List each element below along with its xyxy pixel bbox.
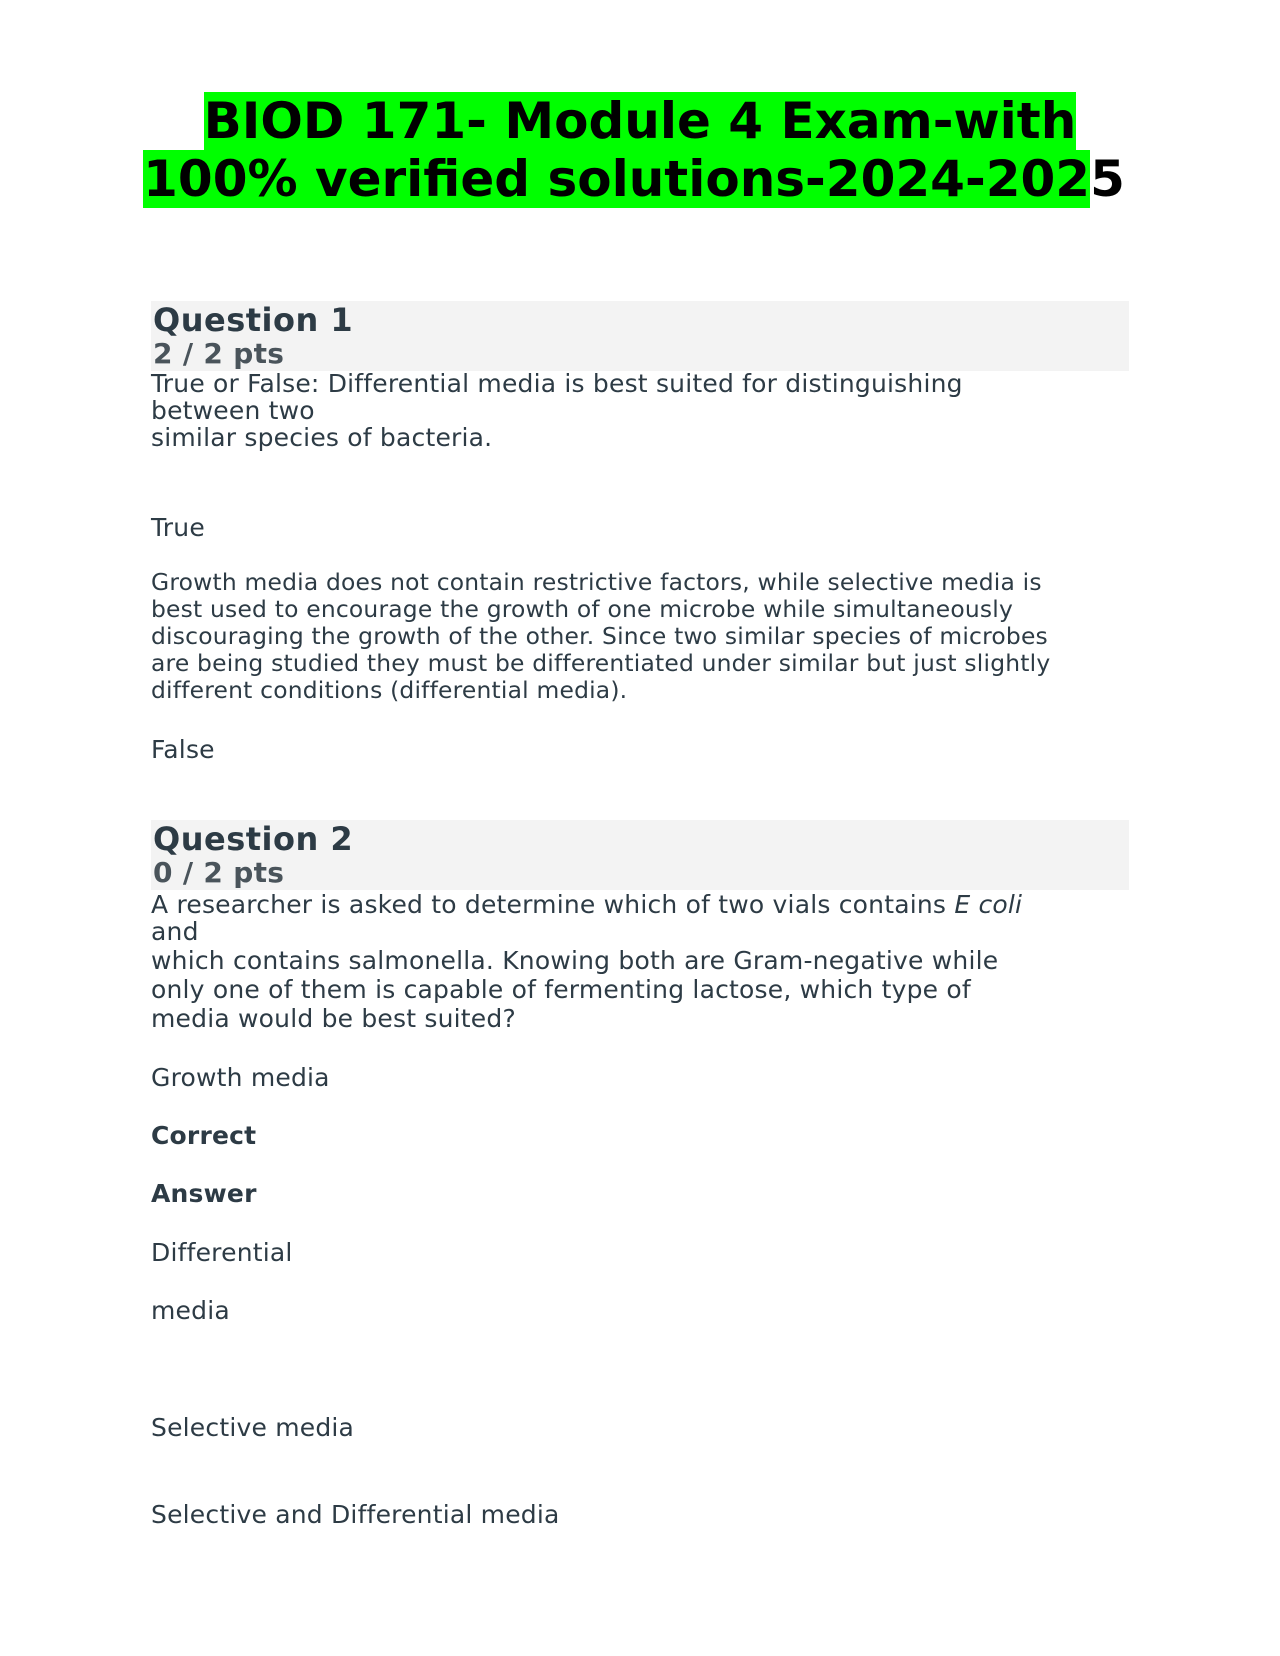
question-2-prompt-line-5: media would be best suited?	[151, 1004, 516, 1033]
question-1-points: 2 / 2 pts	[153, 337, 285, 370]
question-1-title: Question 1	[153, 301, 354, 339]
question-2-answer-growth-media[interactable]: Growth media	[151, 1063, 330, 1092]
question-2-prompt-line-4: only one of them is capable of fermenting lactose, which type of	[151, 975, 971, 1004]
question-2-prompt-organism: E coli	[954, 890, 1023, 919]
question-1-explanation-line-1: Growth media does not contain restrictive factors, while selective media is	[151, 568, 1042, 596]
question-2-prompt-line-1	[151, 891, 1022, 918]
question-2-answer-differential-line-1[interactable]: Differential	[151, 1238, 293, 1267]
question-2-answer-differential-line-2[interactable]: media	[151, 1296, 230, 1325]
document-title	[140, 92, 1140, 208]
question-1-explanation-line-5: different conditions (differential media).	[151, 676, 628, 704]
question-2-correct-label: Correct	[151, 1121, 257, 1150]
question-1-explanation-line-2: best used to encourage the growth of one microbe while simultaneously	[151, 595, 1014, 623]
question-2-header	[151, 820, 1129, 890]
title-line-2-highlighted: 100% verified solutions-2024-202	[143, 150, 1091, 208]
question-1-explanation-line-3: discouraging the growth of the other. Since two similar species of microbes	[151, 622, 1048, 650]
question-1-explanation-line-4: are being studied they must be differentiated under similar but just slightly	[151, 649, 1051, 677]
question-2-answer-label: Answer	[151, 1179, 257, 1208]
title-line-2-tail: 5	[1090, 150, 1125, 208]
question-2-points: 0 / 2 pts	[153, 856, 285, 889]
question-1-prompt-line-2: between two	[151, 396, 315, 425]
title-line-1: BIOD 171- Module 4 Exam-with	[203, 92, 1077, 150]
question-2-answer-selective-media[interactable]: Selective media	[151, 1413, 355, 1442]
question-1-answer-true[interactable]: True	[151, 513, 205, 542]
question-1-prompt-line-1: True or False: Differential media is best suited for distinguishing	[151, 369, 963, 398]
question-2-title: Question 2	[153, 820, 354, 858]
question-2-answer-selective-differential-media[interactable]: Selective and Differential media	[151, 1500, 560, 1529]
title-line-2	[128, 150, 1140, 208]
question-2-prompt-line-2: and	[151, 917, 199, 946]
question-2-prompt-line-3: which contains salmonella. Knowing both are Gram-negative while	[151, 946, 999, 975]
question-2-prompt-line-1-start: A researcher is asked to determine which of two vials contains	[151, 890, 955, 919]
question-1-prompt-line-3: similar species of bacteria.	[151, 423, 493, 452]
question-1-header	[151, 301, 1129, 371]
question-1-answer-false[interactable]: False	[151, 735, 215, 764]
